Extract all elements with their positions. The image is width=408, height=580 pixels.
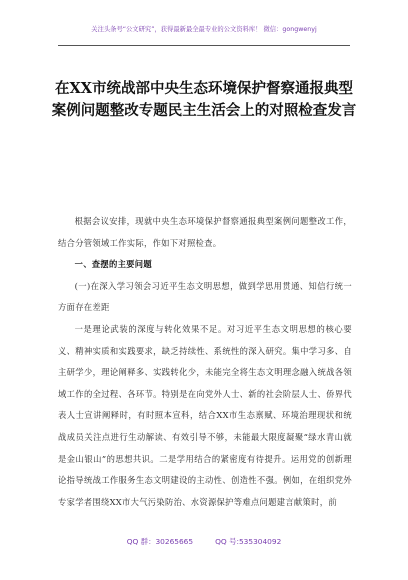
- footer-qq-number: QQ 号:535304092: [215, 537, 282, 546]
- document-title: 在XX市统战部中央生态环境保护督察通报典型案例问题整改专题民主生活会上的对照检查发言: [51, 80, 357, 119]
- header-note: 关注头条号“公文研究”，获得最新最全最专业的公文资料库！ 微信：gongwenyj: [91, 26, 317, 33]
- footer: [0, 536, 408, 547]
- document-body: [58, 211, 352, 513]
- subsection-heading: (一)在深入学习领会习近平生态文明思想，做到学思用贯通、知信行统一方面存在差距: [58, 280, 352, 313]
- header-divider: [58, 45, 350, 46]
- intro-paragraph: 根据会议安排，现就中央生态环境保护督察通报典型案例问题整改工作，结合分管领域工作实际，作如下对照检查。: [58, 216, 352, 248]
- section-heading: 一、查摆的主要问题: [74, 259, 152, 270]
- footer-qq-group: QQ 群：30265665: [126, 537, 194, 546]
- body-paragraph: 一是理论武装的深度与转化效果不足。对习近平生态文明思想的核心要义、精神实质和实践要求，缺乏持续性、系统性的深入研究。集中学习多、自主研学少，理论阐释多、实践转化少，未能完全将生态文明理念融入统战各领域工作的全过程、各环节。特别是在向党外人士、新的社会阶层人士、侨界代表人士宣讲阐释时，有时照本宣科，结合XX市生态禀赋、环境治理现状和统战成员关注点进行生动解读、有效引导不够，未能最大限度凝聚“绿水青山就是金山银山”的思想共识。二是学用结合的紧密度有待提升。运用党的创新理论指导统战工作服务生态文明建设的主动性、创造性不强。例如，在组织党外专家学者围绕XX市大气污染防治、水资源保护等难点问题建言献策时，前: [58, 323, 352, 507]
